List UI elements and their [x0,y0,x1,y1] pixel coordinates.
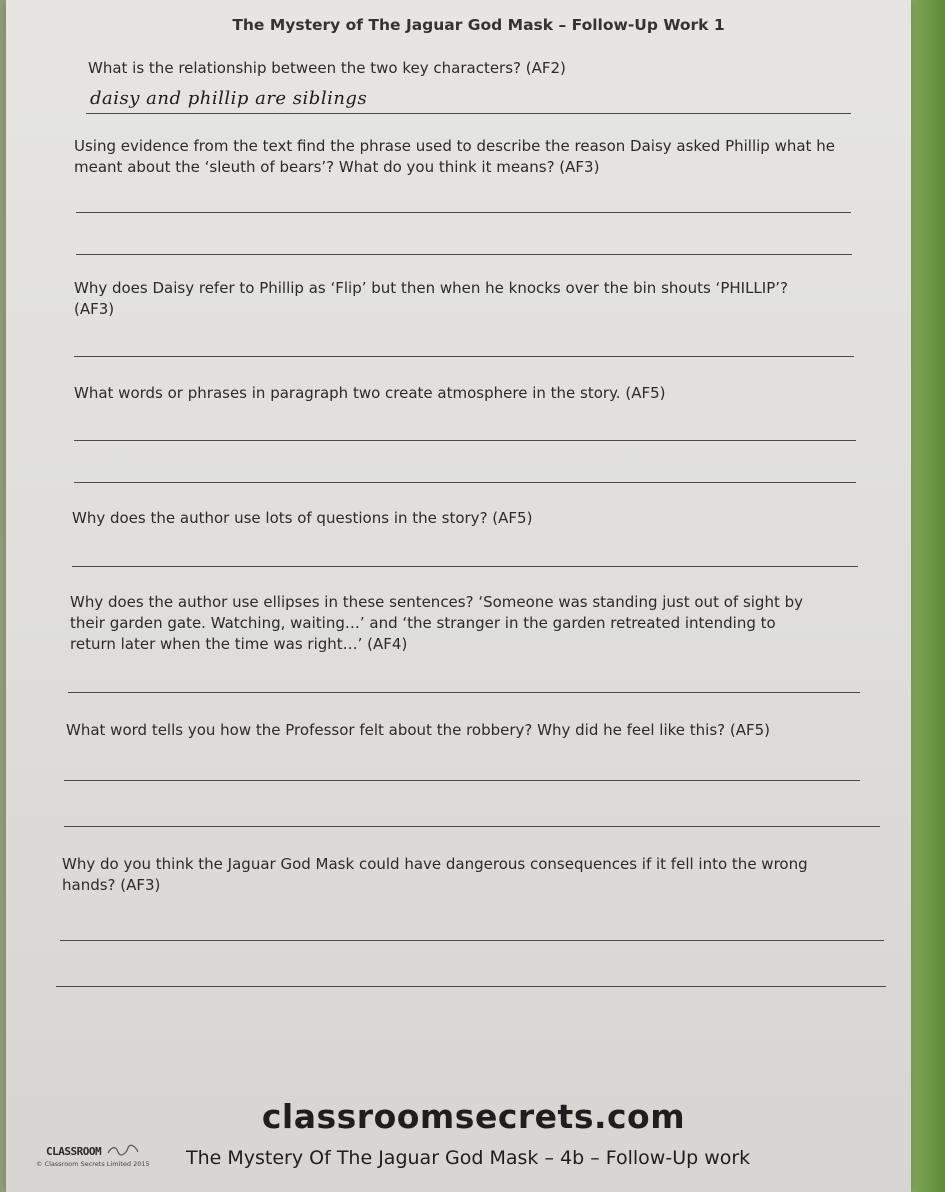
question-8: Why do you think the Jaguar God Mask could have dangerous consequences if it fell into the wrong hands? (AF3) [62,855,808,894]
answer-line-7b[interactable] [64,826,880,827]
answer-line-7a[interactable] [64,780,860,781]
worksheet [6,0,911,1192]
handwritten-answer: daisy and phillip are siblings [90,88,368,109]
logo-script-icon [106,1144,140,1156]
question-7: What word tells you how the Professor felt about the robbery? Why did he feel like this? (AF5) [66,721,771,739]
answer-line-8a[interactable] [60,940,884,941]
answer-line-6[interactable] [68,692,860,693]
answer-line-5[interactable] [72,566,858,567]
footer-title: The Mystery Of The Jaguar God Mask – 4b – Follow-Up work [186,1147,751,1169]
website-url: classroomsecrets.com [261,1097,686,1136]
question-4: What words or phrases in paragraph two create atmosphere in the story. (AF5) [74,384,666,402]
answer-line-3[interactable] [74,356,854,357]
question-6: Why does the author use ellipses in these sentences? ‘Someone was standing just out of sight by their garden gate. Watching, waiting…’ and ‘the stranger in the garden retreated intending to return later when the time was right…’ (AF4) [70,593,804,653]
answer-line-2b[interactable] [76,254,852,255]
question-1: What is the relationship between the two key characters? (AF2) [88,59,566,77]
worksheet-title: The Mystery of The Jaguar God Mask – Follow-Up Work 1 [232,16,725,34]
classroom-secrets-logo: CLASSROOM [46,1140,156,1160]
question-2: Using evidence from the text find the phrase used to describe the reason Daisy asked Phillip what he meant about the ‘sleuth of bears’? What do you think it means? (AF3) [74,137,835,176]
answer-line-8b[interactable] [56,986,886,987]
answer-line-1[interactable] [86,113,851,114]
answer-line-2a[interactable] [76,212,851,213]
question-5: Why does the author use lots of questions in the story? (AF5) [72,509,533,527]
answer-line-4b[interactable] [74,482,856,483]
copyright-text: © Classroom Secrets Limited 2015 [36,1160,150,1168]
answer-line-4a[interactable] [74,440,856,441]
question-3: Why does Daisy refer to Phillip as ‘Flip’ but then when he knocks over the bin shouts ‘PHILLIP’? (AF3) [74,279,788,318]
